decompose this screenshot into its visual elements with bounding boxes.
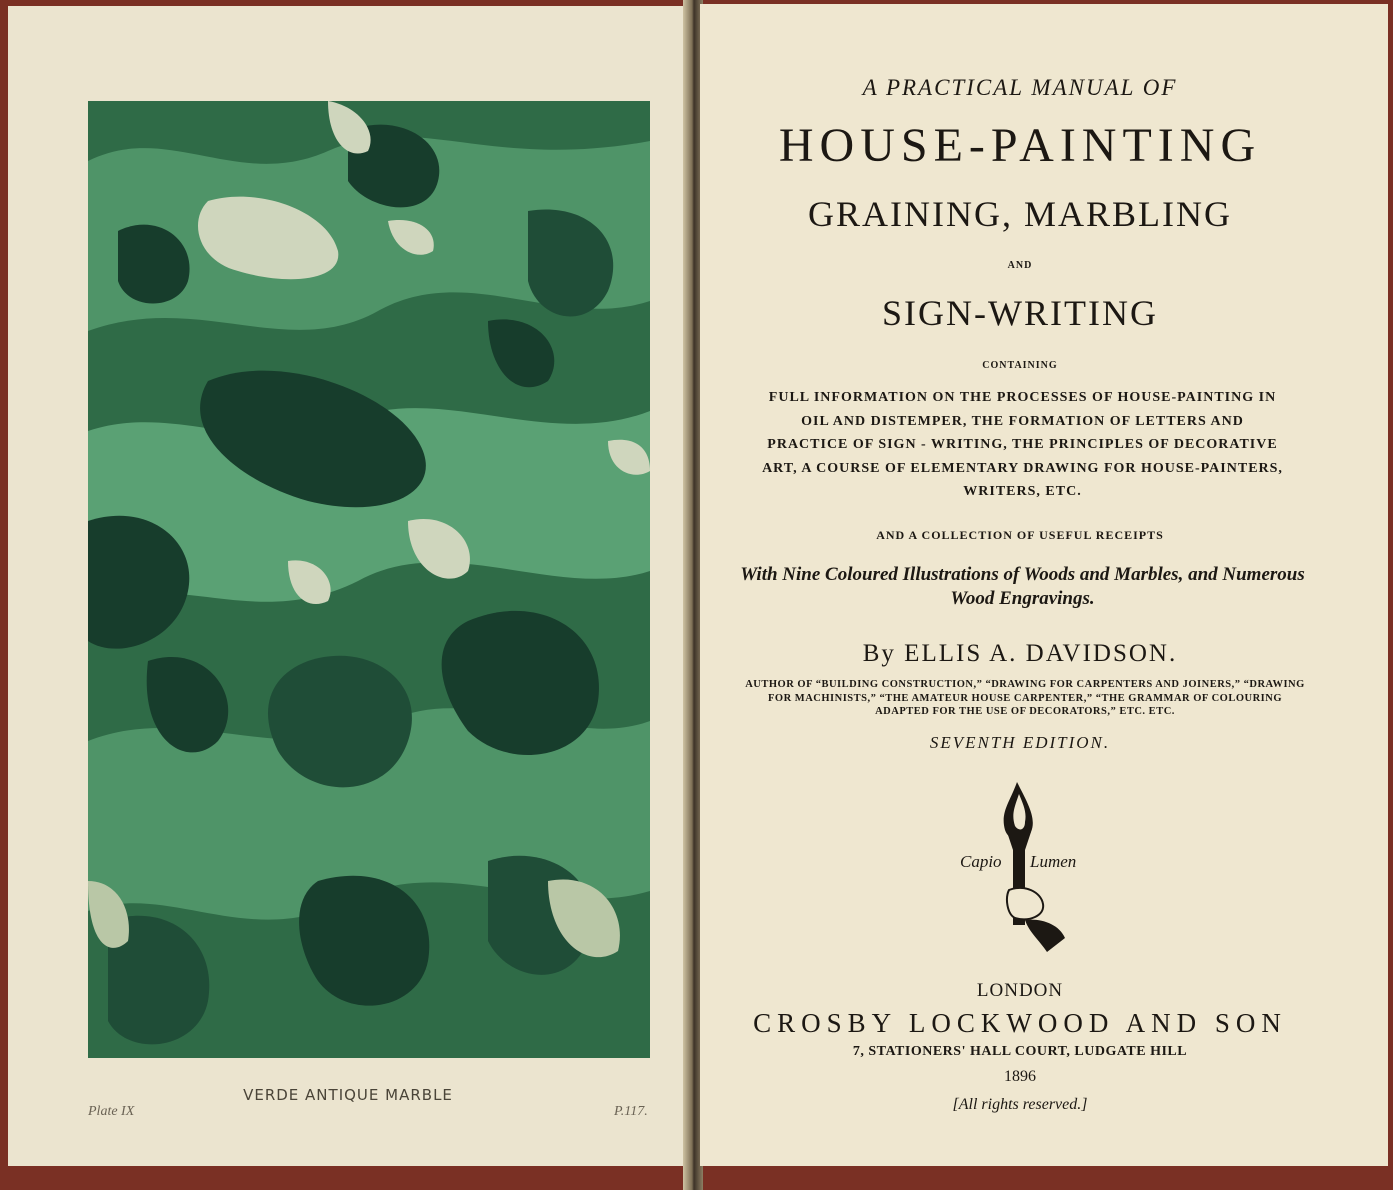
title-main: HOUSE-PAINTING bbox=[778, 119, 1262, 172]
title-preamble: A PRACTICAL MANUAL OF bbox=[862, 75, 1178, 100]
marble-plate-illustration bbox=[88, 101, 650, 1058]
marble-pattern bbox=[88, 101, 650, 1058]
plate-caption: VERDE ANTIQUE MARBLE bbox=[243, 1086, 453, 1104]
title-third-line: SIGN-WRITING bbox=[882, 293, 1158, 333]
emblem-motto-left: Capio bbox=[960, 852, 1002, 871]
title-and: AND bbox=[1007, 260, 1033, 271]
left-page bbox=[8, 6, 689, 1166]
description-block: FULL INFORMATION ON THE PROCESSES OF HOUSE-PAINTING IN OIL AND DISTEMPER, THE FORMATION OF LETTERS AND PRACTICE OF SIGN - WRITING, THE PRINCIPLES OF DECORATIVE ART, A COURSE OF ELEMENTARY DRAWING FOR HOUSE-PAINTERS, WRITERS, ETC. bbox=[762, 390, 1283, 499]
author-line: By ELLIS A. DAVIDSON. bbox=[862, 640, 1178, 667]
illustrations-line: With Nine Coloured Illustrations of Woods and Marbles, and Numerous Wood Engravings. bbox=[740, 564, 1305, 609]
plate-page-reference: P.117. bbox=[614, 1104, 648, 1119]
city-line: LONDON bbox=[976, 980, 1064, 1001]
author-works: AUTHOR OF “BUILDING CONSTRUCTION,” “DRAWING FOR CARPENTERS AND JOINERS,” “DRAWING FOR MACHINISTS,” “THE AMATEUR HOUSE CARPENTER,” “THE GRAMMAR OF COLOURING ADAPTED FOR THE USE OF DECORATORS,” ETC. ETC. bbox=[745, 679, 1305, 717]
title-second-line: GRAINING, MARBLING bbox=[808, 194, 1232, 234]
emblem-motto-right: Lumen bbox=[1030, 852, 1077, 871]
edition-line: SEVENTH EDITION. bbox=[929, 733, 1111, 752]
publisher-line: CROSBY LOCKWOOD AND SON bbox=[753, 1008, 1287, 1038]
year-line: 1896 bbox=[1004, 1068, 1036, 1085]
containing-label: CONTAINING bbox=[982, 360, 1058, 371]
plate-number: Plate IX bbox=[88, 1104, 135, 1119]
address-line: 7, STATIONERS' HALL COURT, LUDGATE HILL bbox=[852, 1044, 1188, 1059]
collection-line: AND A COLLECTION OF USEFUL RECEIPTS bbox=[876, 528, 1164, 542]
rights-line: [All rights reserved.] bbox=[952, 1096, 1088, 1113]
